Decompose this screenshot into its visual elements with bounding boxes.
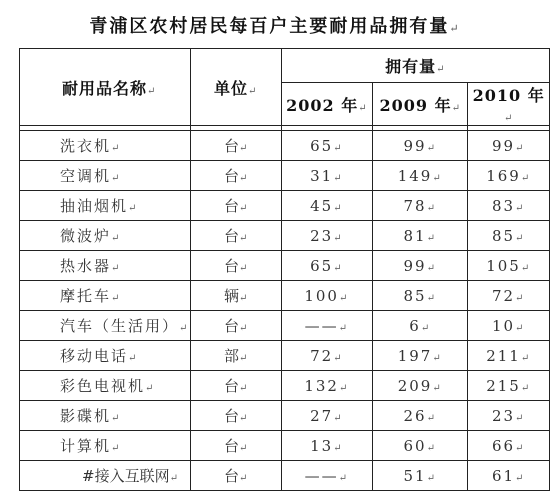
value-2002-cell-text: 45	[310, 196, 334, 215]
item-name-cell-text: 影碟机	[60, 407, 112, 425]
value-2010-cell	[468, 431, 550, 461]
value-2010-cell-text: 72	[491, 286, 516, 305]
paragraph-mark: ↵	[111, 233, 122, 244]
paragraph-mark: ↵	[515, 412, 526, 424]
paragraph-mark: ↵	[338, 322, 350, 334]
value-2002-cell-text: 65	[310, 136, 334, 155]
value-2009-cell-text: 26	[403, 406, 427, 425]
item-name-cell-text: 抽油烟机	[60, 197, 129, 215]
table-row	[20, 431, 550, 461]
paragraph-mark: ↵	[238, 443, 248, 454]
unit-cell	[190, 431, 281, 461]
value-2009-cell-text: 149	[397, 166, 433, 185]
paragraph-mark: ↵	[111, 263, 122, 274]
paragraph-mark: ↵	[432, 172, 443, 184]
value-2010-cell	[468, 461, 550, 491]
value-2009-cell	[373, 431, 468, 461]
item-name-cell	[20, 131, 191, 161]
value-2009-cell	[373, 281, 468, 311]
table-row	[20, 341, 550, 371]
value-2009-cell-text: 99	[403, 256, 427, 275]
paragraph-mark: ↵	[111, 143, 122, 154]
value-2002-cell	[281, 461, 372, 491]
paragraph-mark: ↵	[426, 442, 437, 454]
table-row	[20, 251, 550, 281]
value-2010-cell-text: 211	[486, 346, 521, 365]
paragraph-mark: ↵	[333, 262, 344, 274]
paragraph-mark: ↵	[238, 353, 248, 364]
item-name-cell	[20, 251, 191, 281]
paragraph-mark: ↵	[515, 232, 526, 244]
paragraph-mark: ↵	[338, 472, 350, 484]
paragraph-mark: ↵	[333, 172, 344, 184]
paragraph-mark: ↵	[238, 323, 248, 334]
item-name-cell	[20, 221, 191, 251]
value-2009-cell	[373, 461, 468, 491]
table-row	[20, 401, 550, 431]
paragraph-mark: ↵	[238, 233, 248, 244]
paragraph-mark: ↵	[515, 322, 526, 334]
paragraph-mark: ↵	[238, 203, 248, 214]
item-name-cell	[20, 341, 191, 371]
value-2010-cell	[468, 281, 550, 311]
unit-cell-text: 台	[223, 197, 239, 215]
unit-cell-text: 部	[223, 347, 239, 365]
item-name-cell	[20, 371, 191, 401]
value-2002-cell	[281, 281, 372, 311]
unit-cell-text: 台	[223, 467, 239, 485]
paragraph-mark: ↵	[238, 293, 248, 304]
paragraph-mark: ↵	[426, 232, 437, 244]
table-row	[20, 191, 550, 221]
value-2010-cell-text: 169	[486, 166, 521, 185]
value-2010-cell-text: 215	[486, 376, 521, 395]
unit-cell	[190, 161, 281, 191]
paragraph-mark: ↵	[333, 232, 344, 244]
value-2002-cell-text: 72	[310, 346, 334, 365]
value-2010-cell-text: 105	[486, 256, 521, 275]
paragraph-mark: ↵	[426, 472, 437, 484]
value-2010-cell	[468, 251, 550, 281]
paragraph-mark: ↵	[426, 412, 437, 424]
value-2002-cell-text: 65	[310, 256, 334, 275]
paragraph-mark: ↵	[179, 323, 190, 334]
value-2002-cell-text: 27	[310, 406, 334, 425]
unit-cell-text: 台	[223, 137, 239, 155]
unit-cell	[190, 221, 281, 251]
value-2009-cell	[373, 341, 468, 371]
paragraph-mark: ↵	[333, 142, 344, 154]
item-name-cell	[20, 431, 191, 461]
value-2002-cell-text: 13	[310, 436, 334, 455]
value-2009-cell-text: 197	[397, 346, 433, 365]
unit-cell-text: 台	[223, 227, 239, 245]
value-2010-cell	[468, 341, 550, 371]
unit-cell-text: 台	[223, 407, 239, 425]
value-2002-cell	[281, 191, 372, 221]
table-row	[20, 311, 550, 341]
item-name-cell-text: #接入互联网	[82, 467, 170, 485]
paragraph-mark: ↵	[128, 353, 139, 364]
value-2002-cell	[281, 401, 372, 431]
paragraph-mark: ↵	[426, 292, 437, 304]
value-2009-cell-text: 51	[403, 466, 427, 485]
value-2009-cell	[373, 221, 468, 251]
paragraph-mark: ↵	[420, 322, 432, 334]
table-row	[20, 131, 550, 161]
paragraph-mark: ↵	[515, 442, 526, 454]
page-title	[0, 12, 550, 38]
item-name-cell	[20, 191, 191, 221]
paragraph-mark: ↵	[238, 473, 248, 484]
paragraph-mark: ↵	[432, 352, 443, 364]
item-name-cell-text: 热水器	[60, 257, 112, 275]
value-2009-cell-text: 99	[403, 136, 427, 155]
paragraph-mark: ↵	[515, 292, 526, 304]
value-2010-cell	[468, 221, 550, 251]
unit-cell	[190, 131, 281, 161]
paragraph-mark: ↵	[515, 472, 526, 484]
paragraph-mark: ↵	[111, 293, 122, 304]
item-name-cell-text: 彩色电视机	[60, 377, 146, 395]
table-row	[20, 161, 550, 191]
unit-cell	[190, 461, 281, 491]
table-row	[20, 371, 550, 401]
paragraph-mark: ↵	[238, 383, 248, 394]
item-name-cell	[20, 281, 191, 311]
item-name-cell-text: 汽车（生活用）	[60, 317, 180, 335]
item-name-cell-text: 移动电话	[60, 347, 129, 365]
unit-cell-text: 辆	[223, 287, 239, 305]
value-2009-cell-text: 81	[403, 226, 427, 245]
header-owned: 拥有量↵	[281, 49, 549, 83]
paragraph-mark: ↵	[333, 412, 344, 424]
unit-cell-text: 台	[223, 377, 239, 395]
value-2009-cell	[373, 251, 468, 281]
value-2009-cell-text: 209	[397, 376, 433, 395]
paragraph-mark: ↵	[128, 203, 139, 214]
unit-cell-text: 台	[223, 317, 239, 335]
value-2002-cell	[281, 371, 372, 401]
item-name-cell-text: 空调机	[60, 167, 112, 185]
paragraph-mark: ↵	[515, 142, 526, 154]
paragraph-mark: ↵	[238, 143, 248, 154]
paragraph-mark: ↵	[238, 263, 248, 274]
value-2010-cell	[468, 401, 550, 431]
value-2010-cell	[468, 371, 550, 401]
durables-table	[19, 48, 550, 491]
value-2002-cell	[281, 131, 372, 161]
item-name-cell	[20, 311, 191, 341]
header-unit: 单位↵	[190, 49, 281, 126]
paragraph-mark: ↵	[520, 262, 532, 274]
unit-cell	[190, 191, 281, 221]
value-2010-cell-text: 61	[491, 466, 516, 485]
paragraph-mark: ↵	[333, 442, 344, 454]
paragraph-mark: ↵	[426, 202, 437, 214]
value-2002-cell	[281, 431, 372, 461]
title-text: 青浦区农村居民每百户主要耐用品拥有量	[89, 16, 450, 37]
item-name-cell-text: 洗衣机	[60, 137, 112, 155]
value-2010-cell-text: 66	[491, 436, 516, 455]
paragraph-mark: ↵	[145, 383, 156, 394]
item-name-cell-text: 微波炉	[60, 227, 112, 245]
paragraph-mark: ↵	[238, 173, 248, 184]
value-2010-cell-text: 10	[491, 316, 516, 335]
header-year-2009: 2009 年↵	[373, 83, 468, 126]
value-2002-cell	[281, 251, 372, 281]
value-2009-cell	[373, 161, 468, 191]
value-2010-cell-text: 85	[491, 226, 516, 245]
value-2009-cell	[373, 191, 468, 221]
value-2010-cell-text: 99	[491, 136, 516, 155]
table-row	[20, 221, 550, 251]
value-2009-cell-text: 78	[403, 196, 427, 215]
paragraph-mark: ↵	[520, 172, 532, 184]
item-name-cell	[20, 461, 191, 491]
value-2009-cell	[373, 131, 468, 161]
paragraph-mark: ↵	[520, 352, 532, 364]
item-name-cell-text: 计算机	[60, 437, 112, 455]
unit-cell-text: 台	[223, 257, 239, 275]
value-2009-cell-text: 60	[403, 436, 427, 455]
value-2010-cell-text: 23	[491, 406, 516, 425]
header-name: 耐用品名称↵	[20, 49, 191, 126]
value-2010-cell	[468, 191, 550, 221]
value-2002-cell	[281, 341, 372, 371]
paragraph-mark: ↵	[449, 22, 461, 35]
value-2010-cell	[468, 131, 550, 161]
value-2002-cell-text: ——	[304, 466, 339, 485]
header-year-2010: 2010 年↵	[468, 83, 550, 126]
value-2002-cell-text: 132	[304, 376, 339, 395]
value-2009-cell-text: 6	[409, 316, 421, 335]
paragraph-mark: ↵	[169, 473, 178, 484]
unit-cell-text: 台	[223, 437, 239, 455]
value-2009-cell	[373, 311, 468, 341]
paragraph-mark: ↵	[515, 202, 526, 214]
paragraph-mark: ↵	[432, 382, 443, 394]
item-name-cell	[20, 401, 191, 431]
paragraph-mark: ↵	[111, 173, 122, 184]
paragraph-mark: ↵	[338, 382, 350, 394]
unit-cell	[190, 341, 281, 371]
item-name-cell	[20, 161, 191, 191]
unit-cell	[190, 371, 281, 401]
table-row	[20, 281, 550, 311]
value-2010-cell	[468, 161, 550, 191]
paragraph-mark: ↵	[426, 262, 437, 274]
paragraph-mark: ↵	[333, 352, 344, 364]
paragraph-mark: ↵	[111, 413, 122, 424]
unit-cell	[190, 281, 281, 311]
header-year-2002: 2002 年↵	[281, 83, 372, 126]
unit-cell	[190, 401, 281, 431]
value-2002-cell-text: 100	[304, 286, 339, 305]
paragraph-mark: ↵	[520, 382, 532, 394]
value-2009-cell	[373, 371, 468, 401]
value-2002-cell-text: 31	[310, 166, 334, 185]
paragraph-mark: ↵	[333, 202, 344, 214]
item-name-cell-text: 摩托车	[60, 287, 112, 305]
value-2002-cell-text: ——	[304, 316, 339, 335]
value-2002-cell-text: 23	[310, 226, 334, 245]
paragraph-mark: ↵	[338, 292, 350, 304]
value-2002-cell	[281, 221, 372, 251]
paragraph-mark: ↵	[238, 413, 248, 424]
value-2009-cell	[373, 401, 468, 431]
value-2002-cell	[281, 311, 372, 341]
unit-cell	[190, 251, 281, 281]
paragraph-mark: ↵	[426, 142, 437, 154]
value-2002-cell	[281, 161, 372, 191]
value-2009-cell-text: 85	[403, 286, 427, 305]
paragraph-mark: ↵	[111, 443, 122, 454]
value-2010-cell	[468, 311, 550, 341]
unit-cell	[190, 311, 281, 341]
table-row	[20, 461, 550, 491]
value-2010-cell-text: 83	[491, 196, 516, 215]
unit-cell-text: 台	[223, 167, 239, 185]
